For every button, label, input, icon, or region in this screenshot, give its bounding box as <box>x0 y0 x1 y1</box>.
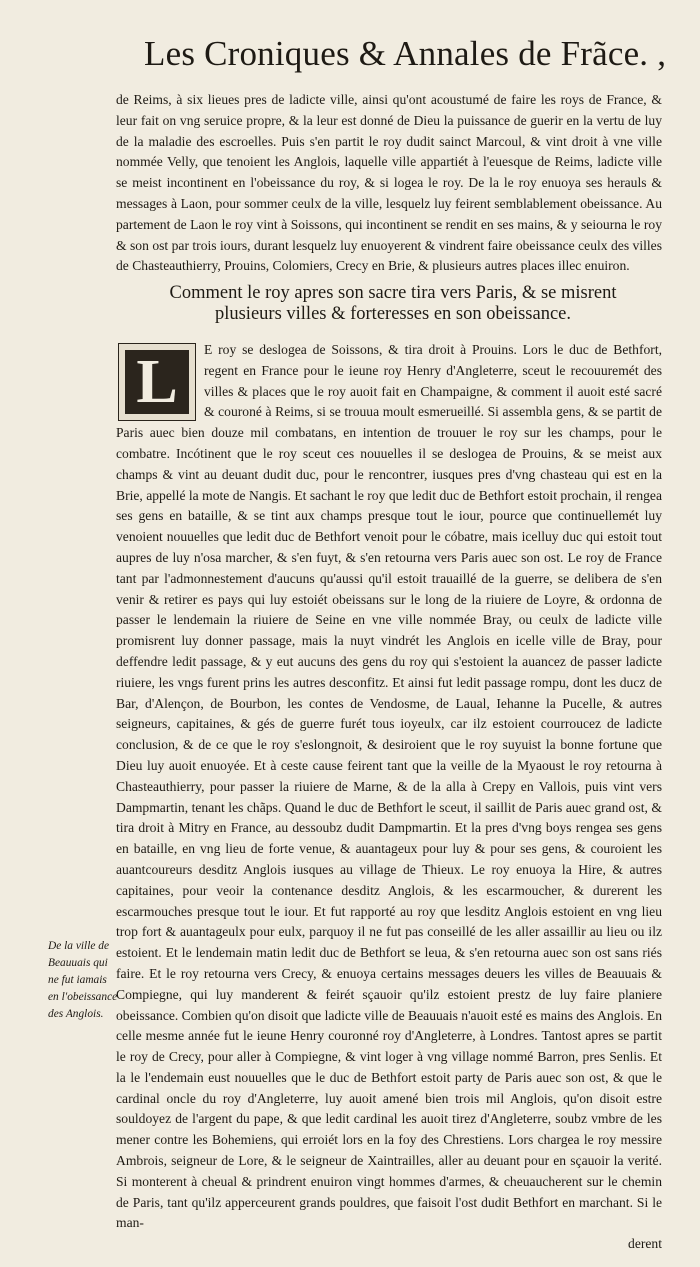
drop-cap-letter: L <box>125 350 189 414</box>
text-block-2 <box>116 340 662 1255</box>
paragraph-1: de Reims, à six lieues pres de ladicte ville, ainsi qu'ont acoustumé de faire les roys de France, & leur fait on vng seruice propre, & la leur est donné de Dieu la puissance de guerir en la vertu de luy de la maladie des escroelles. Puis s'en partit le roy dudit sainct Marcoul, & vint droit à vne ville nommée Velly, que tenoient les Anglois, laquelle ville appartiét à l'euesque de Reims, ladicte ville se meist incontinent en l'obeissance du roy, & si logea le roy. De la le roy enuoya ses herauls & messages à Laon, pour sommer ceulx de la ville, lesquelz luy feirent semblablement obeissance. Au partement de Laon le roy vint à Soissons, qui incontinent se rendit en ses mains, & y seiourna le roy & son ost par trois iours, durant lesquelz luy enuoyerent & vindrent faire obeissance ceulx des villes de Chasteauthierry, Prouins, Colomiers, Crecy en Brie, & plusieurs autres places illec enuiron. <box>116 92 662 274</box>
catchword: derent <box>628 1236 662 1252</box>
text-block-1 <box>116 90 662 277</box>
marginal-note-line: Beauuais qui <box>48 957 108 969</box>
running-head: Les Croniques & Annales de Frãce. , <box>144 34 667 73</box>
marginal-note-line: des Anglois. <box>48 1008 104 1020</box>
marginal-note-line: en l'obeissance <box>48 991 118 1003</box>
paragraph-2: E roy se deslogea de Soissons, & tira droit à Prouins. Lors le duc de Bethfort, regent en France pour le ieune roy Henry d'Angleterre, sceut le recouuremét des villes & places que le roy auoit fait en Champaigne, & comment il auoit esté sacré & couroné à Reims, si se trouua moult esmerueillé. Si assembla gens, & se partit de Paris auec bien douze mil combatans, en intention de trouuer le roy sur les champs, pour le combatre. Incótinent que le roy sceut ces nouuelles il se deslogea de Prouins, & se meist aux champs & vint au deuant dudit duc, pour le rencontrer, iusques pres d'vng chasteau qui est en la Brie, appellé la mote de Nangis. Et sachant le roy que ledit duc de Bethfort estoit prochain, il rengea ses gens en bataille, & se tint aux champs presque tout le iour, pource que continuellemét luy venoient nouuelles que ledit duc de Bethfort venoit pour le cóbatre, mais icelluy duc qui estoit tout aupres de luy n'osa marcher, & s'en fuyt, & s'en retourna vers Paris auec son ost. Le roy de France tant par l'admonnestement d'aucuns qu'aussi qu'il estoit trauaillé de la guerre, se delibera de s'en venir & retirer es pays qui luy estoiét obeissans sur le long de la riuiere de Loyre, & ordonna de passer le lendemain la riuiere de Seine en vne ville nommée Bray, ou ceulx de ladicte ville promisrent luy donner passage, mais la nuyt vindrét les Anglois en icelle ville de Bray, pour deffendre ledit passage, & y eut aucuns des gens du roy qui s'estoient la auancez de passer ladicte riuiere, les vngs furent prins les autres desconfitz. Et ainsi fut ledit passage rompu, dont les ducz de Bar, d'Alençon, de Bourbon, les contes de Vendosme, de Laual, Iehanne la Pucelle, & autres seigneurs, capitaines, & gés de guerre furét tous ioyeulx, car ilz estoient courroucez de ladicte conclusion, & de ce que le roy s'eslongnoit, & desiroient que le roy suyuist la bonne fortune que Dieu luy auoit enuoyée. Et à ceste cause feirent tant que la veille de la Myaoust le roy retourna à Chasteauthierry, pour passer la riuiere de Marne, & de la alla à Crepy en Vallois, puis vint vers Dampmartin, tenant les chãps. Quand le duc de Bethfort le sceut, il saillit de Paris auec grand ost, & tira droit à Mitry en France, au dessoubz dudit Dampmartin. Et la pres d'vng boys rengea ses gens en bataille, en vng lieu de forte venue, & auantageux pour luy & pour ses gens, & couroient les auantcoureurs desditz Anglois iusques au village de Thieux. Le roy enuoya la Hire, & autres capitaines, pour veoir la contenance desditz Anglois, & les escarmoucher, & durerent les escarmouches presque tout le iour. Et fut rapporté au roy que lesditz Anglois estoient en vng lieu trop fort & auantageulx pour eulx, parquoy il ne fut pas conseillé de les aller assaillir au lieu ou ilz estoient. Et le lendemain matin ledit duc de Bethfort se leua, & s'en retourna auec son ost sans riés faire. Et le roy retourna vers Crecy, & enuoya certains messages deuers les villes de Beauuais & Compiegne, qui luy manderent & feirét sçauoir qu'ilz estoient prestz de luy faire planiere obeissance. Combien qu'on disoit que ladicte ville de Beauuais n'auoit esté es mains des Anglois. En celle mesme année fut le ieune Henry couronné roy d'Angleterre, à Londres. Tantost apres se partit le roy de Crecy, pour aller à Compiegne, & vint loger à vng village nommé Barron, pres Senlis. Et la le l'endemain eust nouuelles que le duc de Bethfort estoit party de Paris auec son ost, & que le cardinal oncle du roy d'Angleterre, luy auoit amené bien trois mil Anglois, qu'on disoit estre souldoyez de l'argent du pape, & que ledit cardinal les auoit tirez d'Angleterre, soubz vmbre de les mener contre les Bohemiens, qui erroiét lors en la foy des Chrestiens. Lors chargea le roy messire Ambrois, seigneur de Lore, & le seigneur de Xaintrailles, aller au deuant pour en sçauoir la verité. Si monterent à cheual & prindrent enuiron vingt hommes d'armes, & cheuaucherent sur le chemin de Paris, tant qu'ilz apperceurent grands pouldres, que faisoit l'ost dudit Bethfort en marchant. Si le man- <box>116 342 662 1231</box>
marginal-note-line: ne fut iamais <box>48 974 107 986</box>
chapter-heading: Comment le roy apres son sacre tira vers Paris, & se misrent plusieurs villes & forteresses en son obeissance. <box>169 283 617 324</box>
decorated-initial <box>118 343 196 421</box>
marginal-note-line: De la ville de <box>48 940 110 952</box>
marginal-note <box>48 938 118 1023</box>
